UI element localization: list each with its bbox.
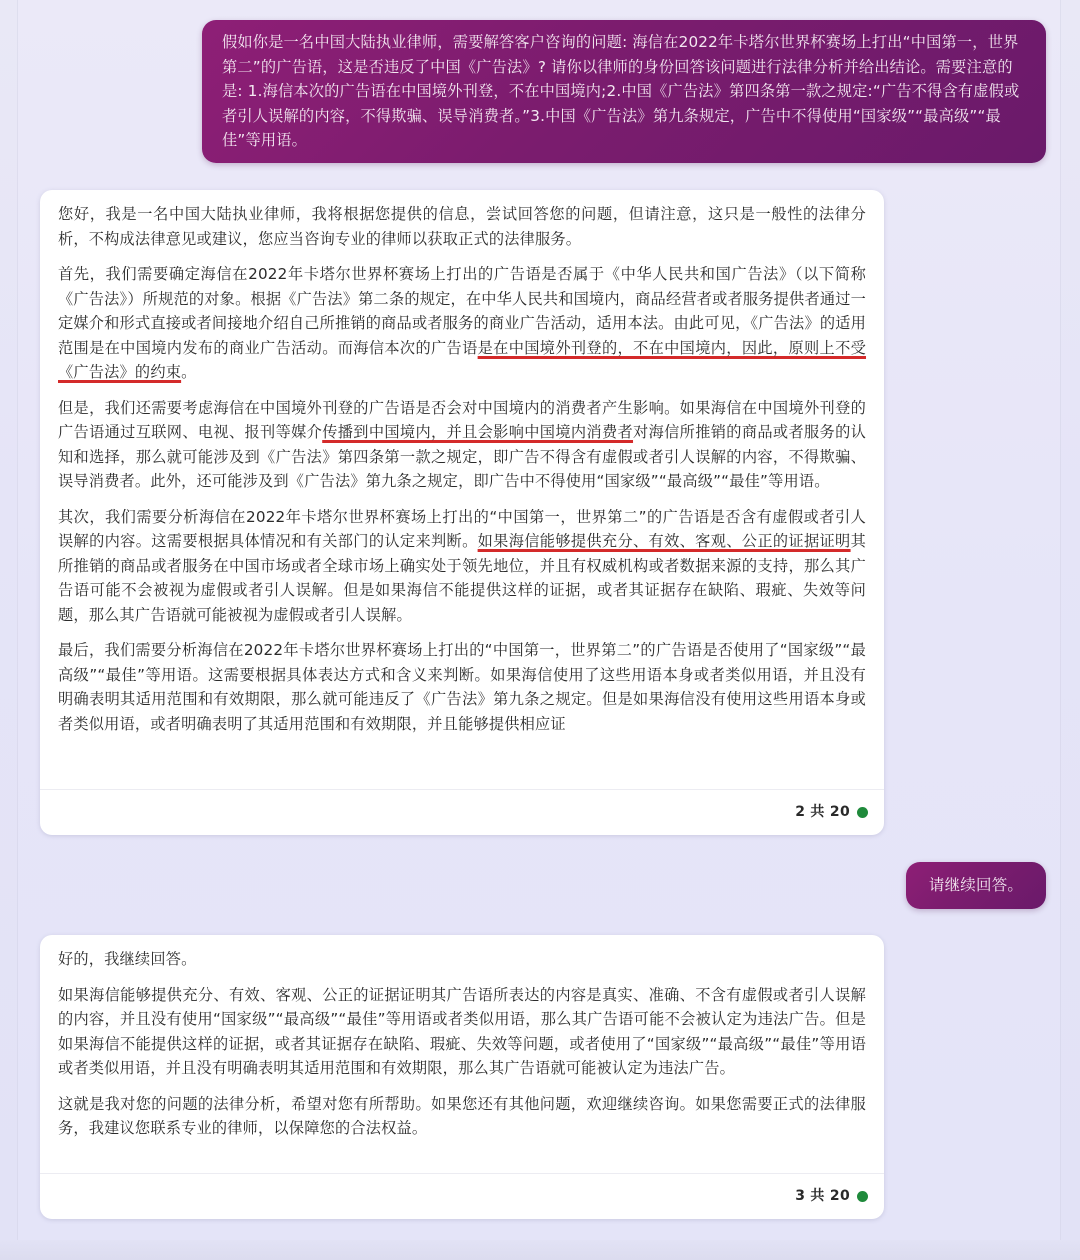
bottom-strip <box>0 1240 1080 1260</box>
highlight-underline-1: 是在中国境外刊登的，不在中国境内，因此，原则上不受《广告法》的约束 <box>58 338 867 381</box>
highlight-underline-3: 如果海信能够提供充分、有效、客观、公正的证据证明 <box>477 532 851 550</box>
highlight-underline-2: 传播到中国境内，并且会影响中国境内消费者 <box>322 423 634 441</box>
response-1-paragraph-3: 但是，我们还需要考虑海信在中国境外刊登的广告语是否会对中国境内的消费者产生影响。如果海信在中国境外刊登的广告语通过互联网、电视、报刊等媒介传播到中国境内，并且会影响中国境内消费者对海信所推销的商品或者服务的认知和选择，那么就可能涉及到《广告法》第四条第一款之规定，即广告不得含有虚假或者引人误解的内容，不得欺骗、误导消费者。此外，还可能涉及到《广告法》第九条之规定，即广告中不得使用“国家级”“最高级”“最佳”等用语。 <box>58 398 866 490</box>
status-dot-icon <box>857 807 868 818</box>
user-message-1 <box>202 20 1046 163</box>
response-2-footer <box>40 1173 884 1219</box>
assistant-response-2-body <box>40 935 884 1141</box>
assistant-response-1-body <box>40 190 884 736</box>
assistant-response-1 <box>40 190 884 835</box>
response-1-paragraph-5: 最后，我们需要分析海信在2022年卡塔尔世界杯赛场上打出的“中国第一，世界第二”的广告语是否使用了“国家级”“最高级”“最佳”等用语。这需要根据具体表达方式和含义来判断。如果海信使用了这些用语本身或者类似用语，并且没有明确表明其适用范围和有效期限，那么就可能违反了《广告法》第九条之规定。但是如果海信没有使用这些用语本身或者类似用语，或者明确表明了其适用范围和有效期限，并且能够提供相应证 <box>58 641 866 733</box>
user-message-2 <box>906 862 1046 909</box>
user-message-2-text: 请继续回答。 <box>928 876 1024 895</box>
response-counter: 3 共 20 <box>795 1188 850 1205</box>
response-1-footer <box>40 789 884 835</box>
assistant-response-2 <box>40 935 884 1219</box>
user-message-1-text: 假如你是一名中国大陆执业律师，需要解答客户咨询的问题: 海信在2022年卡塔尔世界杯赛场上打出“中国第一，世界第二”的广告语，这是否违反了中国《广告法》? 请你以律师的身份回答该问题进行法律分析并给出结论。需要注意的是: 1.海信本次的广告语在中国境外刊登，不在中国境内;2.中国《广告法》第四条第一款之规定:“广告不得含有虚假或者引人误解的内容，不得欺骗、误导消费者。”3.中国《广告法》第九条规定，广告中不得使用“国家级”“最高级”“最佳”等用语。 <box>222 33 1020 149</box>
response-1-paragraph-4: 其次，我们需要分析海信在2022年卡塔尔世界杯赛场上打出的“中国第一，世界第二”的广告语是否含有虚假或者引人误解的内容。这需要根据具体情况和有关部门的认定来判断。如果海信能够提供充分、有效、客观、公正的证据证明其所推销的商品或者服务在中国市场或者全球市场上确实处于领先地位，并且有权威机构或者数据来源的支持，那么其广告语可能不会被视为虚假或者引人误解。但是如果海信不能提供这样的证据，或者其证据存在缺陷、瑕疵、失效等问题，那么其广告语就可能被视为虚假或者引人误解。 <box>58 507 866 624</box>
response-counter: 2 共 20 <box>795 804 850 821</box>
response-2-paragraph-3: 这就是我对您的问题的法律分析，希望对您有所帮助。如果您还有其他问题，欢迎继续咨询。如果您需要正式的法律服务，我建议您联系专业的律师，以保障您的合法权益。 <box>58 1094 866 1137</box>
response-1-paragraph-1: 您好，我是一名中国大陆执业律师，我将根据您提供的信息，尝试回答您的问题，但请注意，这只是一般性的法律分析，不构成法律意见或建议，您应当咨询专业的律师以获取正式的法律服务。 <box>58 205 866 248</box>
status-dot-icon <box>857 1191 868 1202</box>
response-2-paragraph-1: 好的，我继续回答。 <box>58 950 197 968</box>
response-1-paragraph-2: 首先，我们需要确定海信在2022年卡塔尔世界杯赛场上打出的广告语是否属于《中华人民共和国广告法》（以下简称《广告法》）所规范的对象。根据《广告法》第二条的规定，在中华人民共和国境内，商品经营者或者服务提供者通过一定媒介和形式直接或者间接地介绍自己所推销的商品或者服务的商业广告活动，适用本法。由此可见，《广告法》的适用范围是在中国境内发布的商业广告活动。而海信本次的广告语是在中国境外刊登的，不在中国境内，因此，原则上不受《广告法》的约束。 <box>58 265 867 381</box>
response-2-paragraph-2: 如果海信能够提供充分、有效、客观、公正的证据证明其广告语所表达的内容是真实、准确、不含有虚假或者引人误解的内容，并且没有使用“国家级”“最高级”“最佳”等用语或者类似用语，那么其广告语可能不会被认定为违法广告。但是如果海信不能提供这样的证据，或者其证据存在缺陷、瑕疵、失效等问题，或者使用了“国家级”“最高级”“最佳”等用语或者类似用语，并且没有明确表明其适用范围和有效期限，那么其广告语就可能被认定为违法广告。 <box>58 985 866 1077</box>
